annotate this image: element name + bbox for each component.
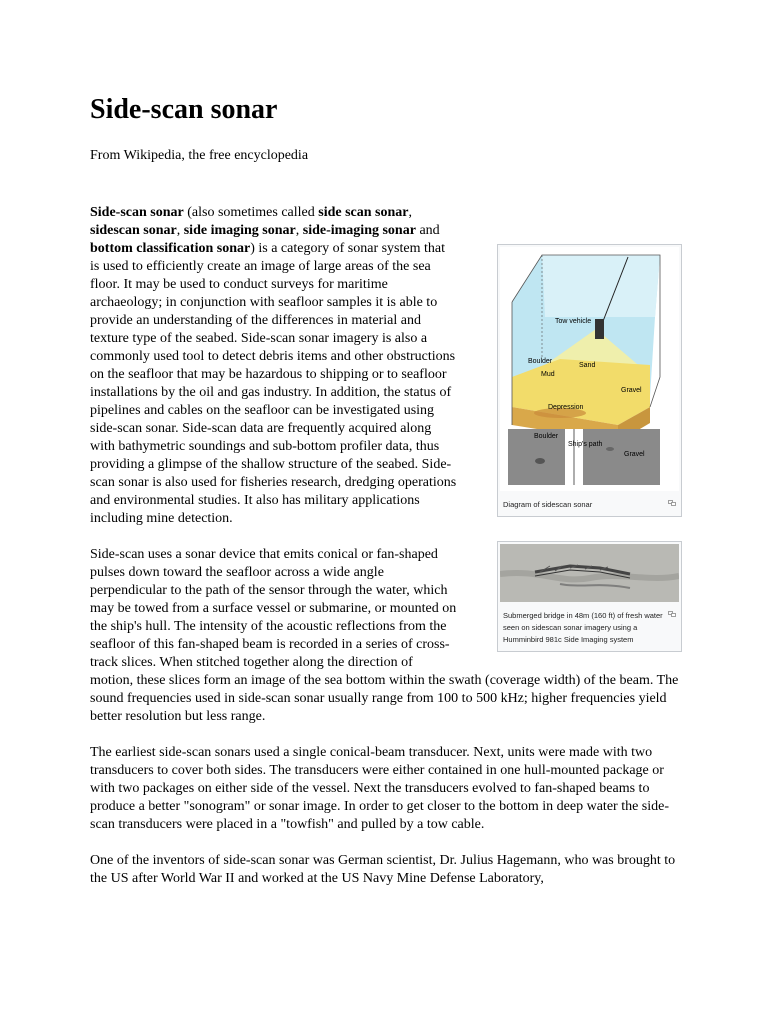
page-title: Side-scan sonar — [90, 94, 278, 125]
enlarge-icon[interactable] — [668, 500, 676, 506]
label-depression: Depression — [548, 404, 584, 411]
bridge-sonar-image[interactable] — [500, 544, 679, 602]
paragraph-intro: Side-scan sonar (also sometimes called side scan sonar, sidescan sonar, side imaging sonar, side-imaging sonar and bottom classification sonar) is a category of sonar system that is used to efficiently create an image of large areas of the sea floor. It may be used to conduct surveys for maritime archaeology; in conjunction with seafloor samples it is able to provide an understanding of the differences in material and texture type of the seabed. Side-scan sonar imagery is also a commonly used tool to detect debris items and other obstructions on the seafloor that may be hazardous to shipping or to seafloor installations by the oil and gas industry. In addition, the status of pipelines and cables on the seafloor can be investigated using side-scan sonar. Side-scan data are frequently acquired along with bathymetric soundings and sub-bottom profiler data, thus providing a glimpse of the shallow structure of the seabed. Side-scan sonar is also used for fisheries research, dredging operations and environmental studies. It also has military applications including mine detection. — [90, 205, 457, 526]
figure-sidescan-diagram[interactable] — [497, 244, 682, 517]
figure-bridge-sonar[interactable] — [497, 541, 682, 652]
label-gravel: Gravel — [621, 387, 642, 394]
figure-column — [497, 204, 682, 656]
enlarge-icon[interactable] — [668, 611, 676, 617]
figure-caption: Submerged bridge in 48m (160 ft) of fresh water seen on sidescan sonar imagery using a Humminbird 981c Side Imaging system — [500, 608, 679, 649]
label-mud: Mud — [541, 371, 555, 378]
label-boulder: Boulder — [528, 358, 553, 365]
tagline: From Wikipedia, the free encyclopedia — [90, 148, 309, 163]
label-sand: Sand — [579, 362, 596, 369]
article-body — [90, 204, 682, 906]
paragraph-principle: Side-scan uses a sonar device that emits conical or fan-shaped pulses down toward the seafloor across a wide angle perpendicular to the path of the sensor through the water, which may be towed from a surface vessel or submarine, or mounted on the ship's hull. The intensity of the acoustic reflections from the seafloor of this fan-shaped beam is recorded in a series of cross-track slices. When stitched together along the direction of motion, these slices form an image of the sea bottom within the swath (coverage width) of the beam. The sound frequencies used in side-scan sonar usually range from 100 to 500 kHz; higher frequencies yield better resolution but less range. — [90, 547, 679, 724]
sidescan-diagram-image[interactable] — [500, 247, 679, 491]
label-gravel-strip: Gravel — [624, 451, 645, 458]
label-tow-vehicle: Tow vehicle — [555, 318, 592, 325]
paragraph-history: The earliest side-scan sonars used a single conical-beam transducer. Next, units were made with two transducers to cover both sides. The transducers were either contained in one hull-mounted package or with two packages on either side of the vessel. Next the transducers evolved to fan-shaped beams to produce a better "sonogram" or sonar image. In order to get closer to the bottom in deep water the side-scan transducers were placed in a "towfish" and pulled by a tow cable. — [90, 745, 670, 832]
paragraph-inventor: One of the inventors of side-scan sonar was German scientist, Dr. Julius Hagemann, who was brought to the US after World War II and worked at the US Navy Mine Defense Laboratory, — [90, 853, 676, 886]
label-ships-path: Ship's path — [568, 441, 603, 448]
figure-caption: Diagram of sidescan sonar — [500, 497, 679, 514]
label-boulder-strip: Boulder — [534, 433, 559, 440]
